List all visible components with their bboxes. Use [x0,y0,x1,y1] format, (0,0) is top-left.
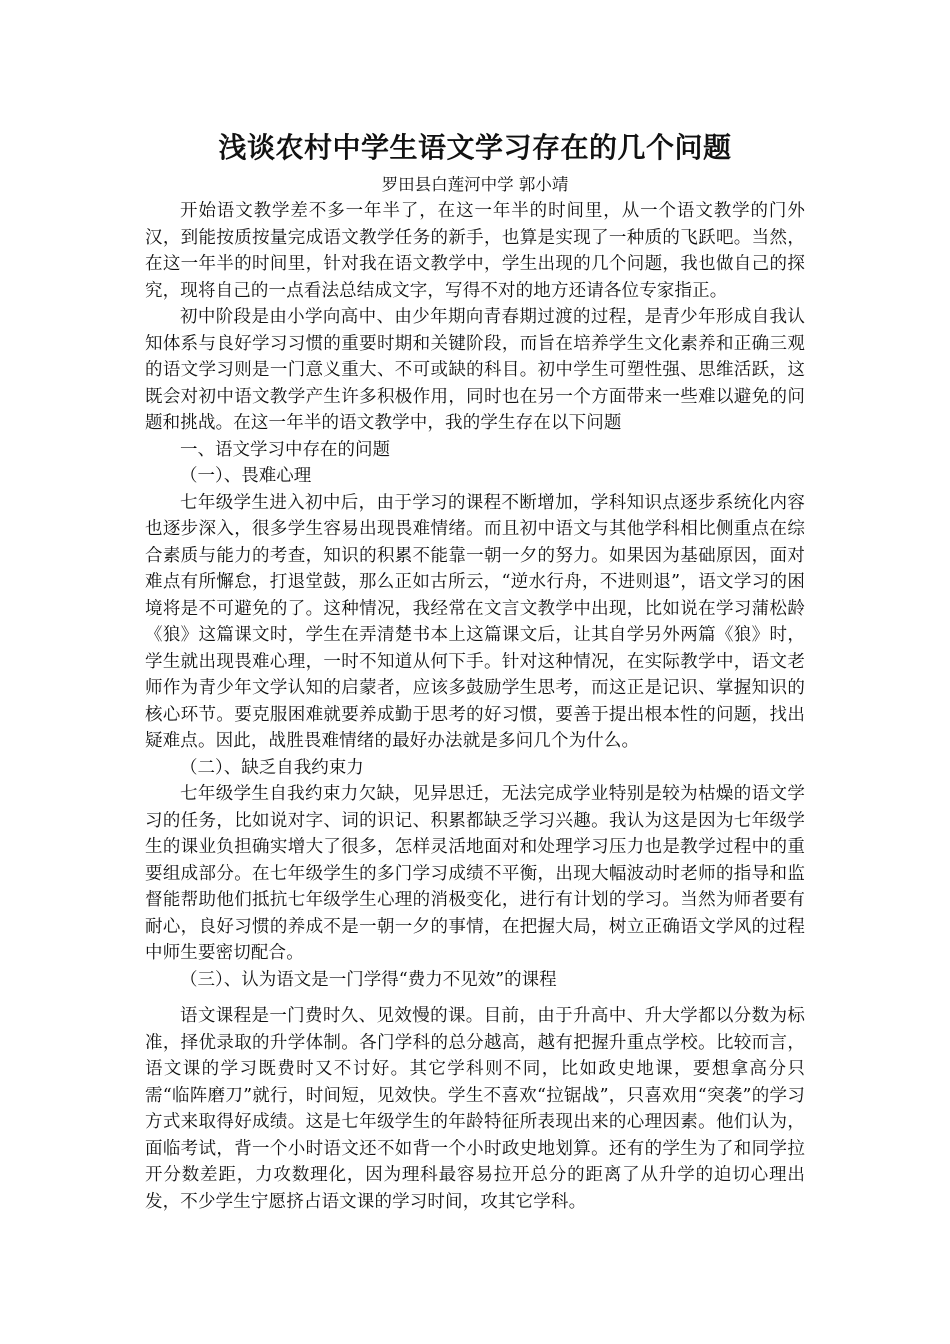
subsection-paragraph-effort: 语文课程是一门费时久、见效慢的课。目前，由于升高中、升大学都以分数为标准，择优录取的升学体制。各门学科的总分越高，越有把握升重点学校。比较而言，语文课的学习既费时又不讨好。其它学科则不同，比如政史地课，要想拿高分只需“临阵磨刀”就行，时间短，见效快。学生不喜欢“拉锯战”，只喜欢用“突袭”的学习方式来取得好成绩。这是七年级学生的年龄特征所表现出来的心理因素。他们认为，面临考试，背一个小时语文还不如背一个小时政史地划算。还有的学生为了和同学拉开分数差距，力攻数理化，因为理科最容易拉开总分的距离了从升学的迫切心理出发，不少学生宁愿挤占语文课的学习时间，攻其它学科。 [145,1006,805,1212]
paragraph-spacer [145,993,805,1003]
subsection-heading-effort: （三）、认为语文是一门学得“费力不见效”的课程 [180,969,557,990]
author-line: 罗田县白莲河中学 郭小靖 [381,175,569,194]
section-heading-problems: 一、语文学习中存在的问题 [180,439,390,460]
intro-paragraph-1: 开始语文教学差不多一年半了，在这一年半的时间里，从一个语文教学的门外汉，到能按质按量完成语文教学任务的新手，也算是实现了一种质的飞跃吧。当然，在这一年半的时间里，针对我在语文教学中，学生出现的几个问题，我也做自己的探究，现将自己的一点看法总结成文字，写得不对的地方还请各位专家指正。 [145,201,805,301]
subsection-heading-self-discipline: （二）、缺乏自我约束力 [180,757,364,778]
intro-paragraph-2: 初中阶段是由小学向高中、由少年期向青春期过渡的过程，是青少年形成自我认知体系与良好学习习惯的重要时期和关键阶段，而旨在培养学生文化素养和正确三观的语文学习则是一门意义重大、不可或缺的科目。初中学生可塑性强、思维活跃，这既会对初中语文教学产生许多积极作用，同时也在另一个方面带来一些难以避免的问题和挑战。在这一年半的语文教学中，我的学生存在以下问题 [145,307,805,433]
subsection-heading-fear: （一）、畏难心理 [180,466,312,486]
subsection-paragraph-fear: 七年级学生进入初中后，由于学习的课程不断增加，学科知识点逐步系统化内容也逐步深入，很多学生容易出现畏难情绪。而且初中语文与其他学科相比侧重点在综合素质与能力的考查，知识的积累不能靠一朝一夕的努力。如果因为基础原因，面对难点有所懈怠，打退堂鼓，那么正如古所云，“逆水行舟，不进则退”，语文学习的困境将是不可避免的了。这种情况，我经常在文言文教学中出现，比如说在学习蒲松龄《狼》这篇课文时，学生在弄清楚书本上这篇课文后，让其自学另外两篇《狼》时，学生就出现畏难心理，一时不知道从何下手。针对这种情况，在实际教学中，语文老师作为青少年文学认知的启蒙者，应该多鼓励学生思考，而这正是记识、掌握知识的核心环节。要克服困难就要养成勤于思考的好习惯，要善于提出根本性的问题，找出疑难点。因此，战胜畏难情绪的最好办法就是多问几个为什么。 [145,492,805,751]
subsection-paragraph-self-discipline: 七年级学生自我约束力欠缺，见异思迁，无法完成学业特别是较为枯燥的语文学习的任务，比如说对字、词的识记、积累都缺乏学习兴趣。我认为这是因为七年级学生的课业负担确实增大了很多，怎样灵活地面对和处理学习压力也是教学过程中的重要组成部分。在七年级学生的多门学习成绩不平衡，出现大幅波动时老师的指导和监督能帮助他们抵抗七年级学生心理的消极变化，进行有计划的学习。当然为师者要有耐心，良好习惯的养成不是一朝一夕的事情，在把握大局，树立正确语文学风的过程中师生要密切配合。 [145,784,805,963]
document-page [145,128,805,1215]
document-title: 浅谈农村中学生语文学习存在的几个问题 [218,131,732,164]
